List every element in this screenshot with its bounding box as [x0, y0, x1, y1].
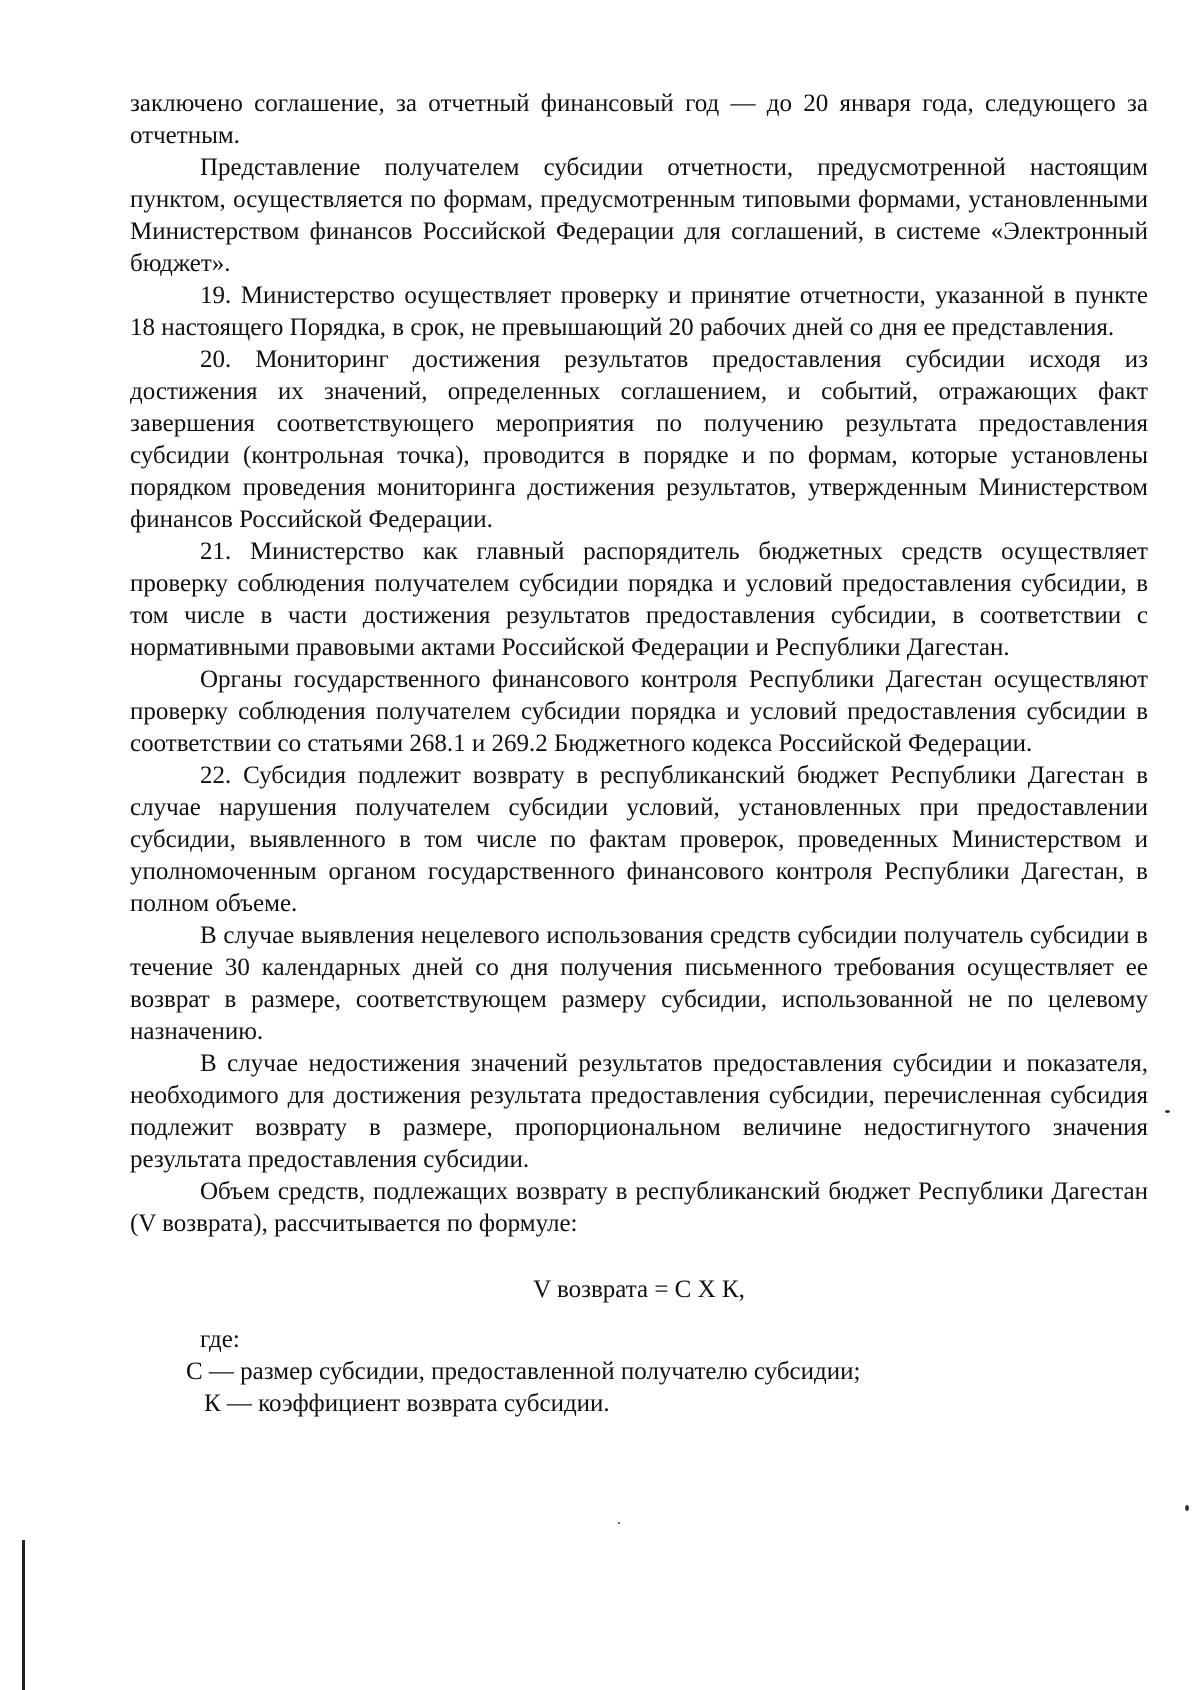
paragraph-report-forms: Представление получателем субсидии отчетности, предусмотренной настоящим пунктом, осуществляется по формам, предусмотренным типовыми формами, установленными Министерством финансов Российской Федерации для соглашений, в системе «Электронный бюджет». — [130, 154, 1148, 277]
paragraph-misuse-return: В случае выявления нецелевого использования средств субсидии получатель субсидии в течение 30 календарных дней со дня получения письменного требования осуществляет ее возврат в размере, соответствующем размеру субсидии, использованной не по целевому назначению. — [130, 922, 1148, 1045]
paragraph-item-21: 21. Министерство как главный распорядитель бюджетных средств осуществляет проверку соблюдения получателем субсидии порядка и условий предоставления субсидии, в том числе в части достижения результатов предоставления субсидии, в соответствии с нормативными правовыми актами Российской Федерации и Республики Дагестан. — [130, 538, 1148, 661]
paragraph-nonachievement-return: В случае недостижения значений результатов предоставления субсидии и показателя, необходимого для достижения результата предоставления субсидии, перечисленная субсидия подлежит возврату в размере, пропорциональном величине недостигнутого значения результата предоставления субсидии. — [130, 1050, 1148, 1173]
scan-edge-mark — [22, 1540, 25, 1690]
paragraph-item-20: 20. Мониторинг достижения результатов предоставления субсидии исходя из достижения их значений, определенных соглашением, и событий, отражающих факт завершения соответствующего мероприятия по получению результата предоставления субсидии (контрольная точка), проводится в порядке и по формам, которые установлены порядком проведения мониторинга достижения результатов, утвержденным Министерством финансов Российской Федерации. — [130, 346, 1148, 533]
definition-c: С — размер субсидии, предоставленной получателю субсидии; — [186, 1358, 861, 1385]
document-page — [130, 88, 1148, 1420]
scan-speck — [1165, 1110, 1170, 1113]
scan-speck — [618, 1522, 620, 1524]
return-formula: V возврата = С X К, — [533, 1276, 745, 1303]
paragraph-continuation: заключено соглашение, за отчетный финансовый год — до 20 января года, следующего за отчетным. — [130, 90, 1148, 149]
paragraph-return-volume: Объем средств, подлежащих возврату в республиканский бюджет Республики Дагестан (V возврата), рассчитывается по формуле: — [130, 1178, 1148, 1237]
definition-k: К — коэффициент возврата субсидии. — [204, 1390, 610, 1417]
paragraph-control-bodies: Органы государственного финансового контроля Республики Дагестан осуществляют проверку соблюдения получателем субсидии порядка и условий предоставления субсидии в соответствии со статьями 268.1 и 269.2 Бюджетного кодекса Российской Федерации. — [130, 666, 1148, 757]
scan-speck — [1185, 1505, 1189, 1511]
formula-where-label: где: — [200, 1326, 240, 1353]
paragraph-item-22: 22. Субсидия подлежит возврату в республиканский бюджет Республики Дагестан в случае нарушения получателем субсидии условий, установленных при предоставлении субсидии, выявленного в том числе по фактам проверок, проведенных Министерством и уполномоченным органом государственного финансового контроля Республики Дагестан, в полном объеме. — [130, 762, 1148, 917]
paragraph-item-19: 19. Министерство осуществляет проверку и принятие отчетности, указанной в пункте 18 настоящего Порядка, в срок, не превышающий 20 рабочих дней со дня ее представления. — [130, 282, 1148, 341]
